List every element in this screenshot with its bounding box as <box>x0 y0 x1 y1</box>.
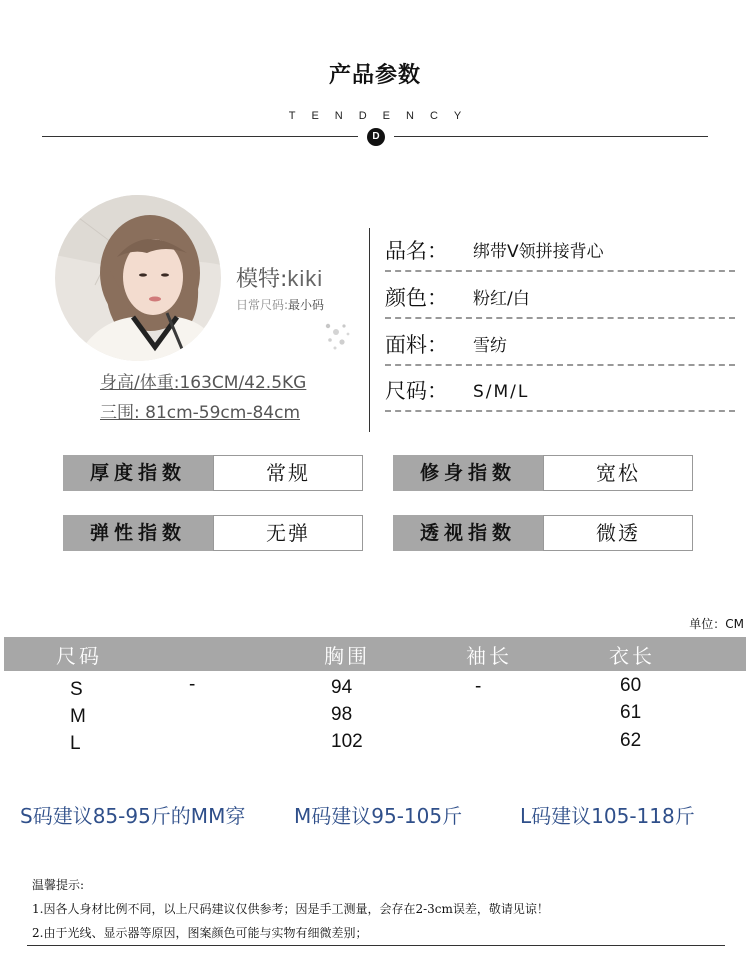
cell-size: M <box>70 706 86 727</box>
index-label-sheerness: 透视指数 <box>393 515 543 551</box>
header-rule-right <box>394 136 708 137</box>
spec-row-fabric <box>385 322 735 366</box>
spec-value: 粉红/白 <box>473 289 530 309</box>
index-value-elasticity: 无弹 <box>213 515 363 551</box>
cell-chest: 98 <box>331 704 353 725</box>
model-name-value: kiki <box>287 266 324 291</box>
cell-extra: - <box>189 674 196 695</box>
cell-length: 62 <box>620 730 642 751</box>
model-avatar <box>55 195 221 361</box>
header-chest: 胸围 <box>324 644 370 668</box>
tendency-subtitle: TENDENCY <box>288 110 478 122</box>
spec-row-name <box>385 228 735 272</box>
page-title: 产品参数 <box>328 63 421 88</box>
header-size: 尺码 <box>56 644 102 668</box>
spec-row-size <box>385 368 735 412</box>
model-measurements: 三围: 81cm-59cm-84cm <box>100 403 301 423</box>
d-badge: D <box>367 128 385 146</box>
decorative-dots-icon <box>322 320 352 354</box>
tips-item-1: 1.因各人身材比例不同，以上尺码建议仅供参考；因是手工测量，会存在2-3cm误差，敬请见谅！ <box>32 902 549 916</box>
model-size <box>236 296 324 313</box>
spec-key: 颜色： <box>385 286 448 310</box>
model-size-value: 最小码 <box>288 298 325 312</box>
spec-row-color <box>385 275 735 319</box>
recommend-s: S码建议85-95斤的MM穿 <box>20 804 246 828</box>
model-height-weight: 身高/体重:163CM/42.5KG <box>100 373 307 393</box>
bottom-rule <box>27 945 725 946</box>
index-value-thickness: 常规 <box>213 455 363 491</box>
cell-sleeve: - <box>475 676 482 697</box>
cell-size: L <box>70 733 81 754</box>
spec-key: 面料： <box>385 333 448 357</box>
cell-length: 60 <box>620 675 642 696</box>
spec-value: 绑带V领拼接背心 <box>473 242 604 262</box>
size-table-header <box>4 637 746 671</box>
cell-chest: 94 <box>331 677 353 698</box>
index-value-sheerness: 微透 <box>543 515 693 551</box>
tips-item-2: 2.由于光线、显示器等原因，图案颜色可能与实物有细微差别； <box>32 926 368 940</box>
model-name-label: 模特: <box>236 267 288 292</box>
vertical-divider <box>369 228 370 432</box>
spec-value: S/M/L <box>473 382 530 402</box>
unit-label: 单位：CM <box>689 617 744 631</box>
header-length: 衣长 <box>609 644 655 668</box>
header-rule-left <box>42 136 358 137</box>
index-label-fit: 修身指数 <box>393 455 543 491</box>
index-label-thickness: 厚度指数 <box>63 455 213 491</box>
spec-key: 品名： <box>385 239 448 263</box>
recommend-m: M码建议95-105斤 <box>294 804 463 828</box>
index-label-elasticity: 弹性指数 <box>63 515 213 551</box>
model-photo-icon <box>55 195 221 361</box>
model-size-label: 日常尺码: <box>236 298 289 312</box>
recommend-l: L码建议105-118斤 <box>520 804 695 828</box>
spec-value: 雪纺 <box>473 336 507 356</box>
tips-title: 温馨提示: <box>32 878 85 892</box>
index-value-fit: 宽松 <box>543 455 693 491</box>
header-sleeve: 袖长 <box>466 644 512 668</box>
cell-length: 61 <box>620 702 642 723</box>
cell-size: S <box>70 679 83 700</box>
model-name <box>236 262 323 293</box>
cell-chest: 102 <box>331 731 363 752</box>
spec-key: 尺码： <box>385 379 448 403</box>
